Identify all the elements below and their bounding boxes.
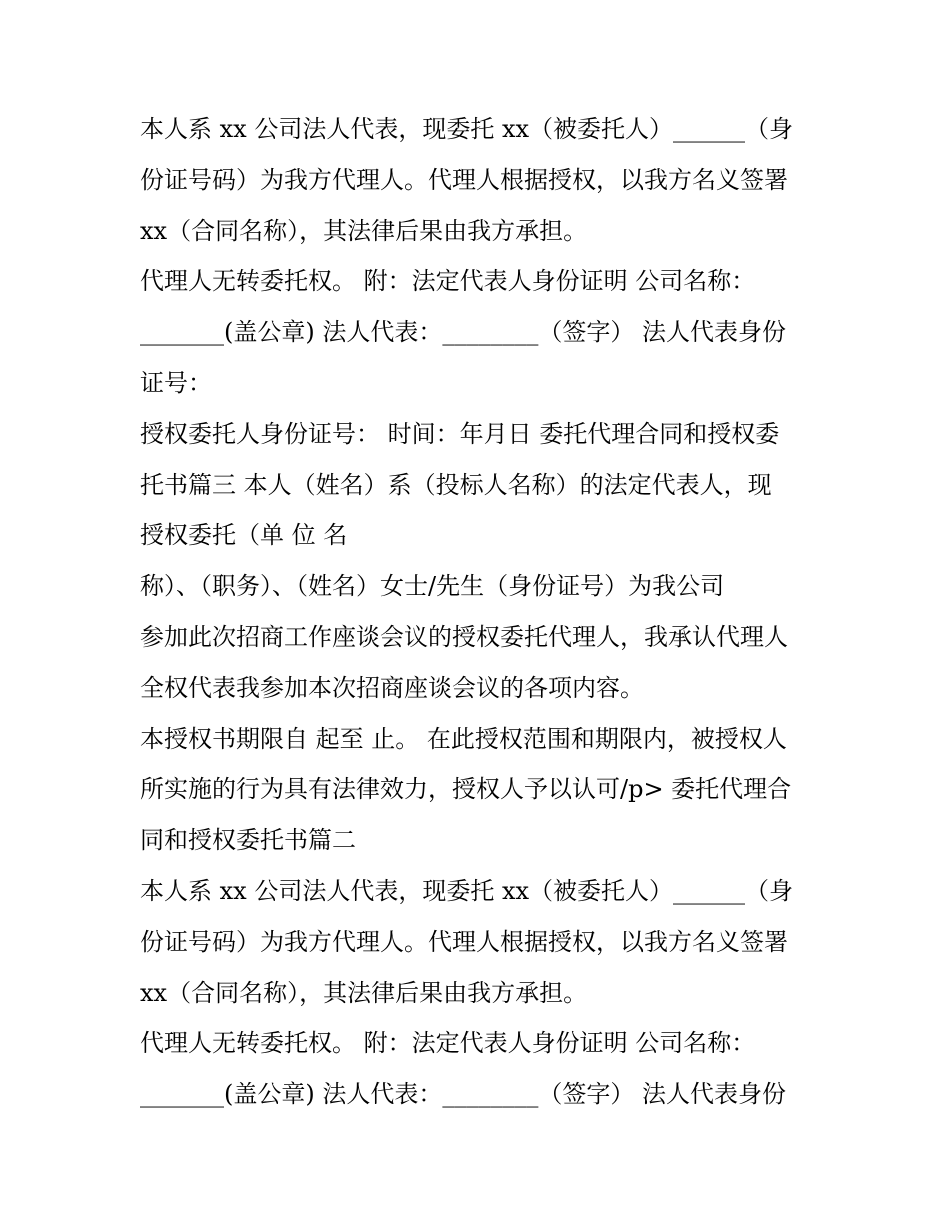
text-line: xx（合同名称），其法律后果由我方承担。 (140, 978, 588, 1007)
text-line: 同和授权委托书篇二 (140, 826, 356, 855)
text-line: 所实施的行为具有法律效力，授权人予以认可/p> 委托代理合 (140, 775, 792, 804)
text-line: _______(盖公章) 法人代表：________（签字） 法人代表身份 (140, 1080, 786, 1109)
text-line: 代理人无转委托权。 附：法定代表人身份证明 公司名称： (140, 1029, 756, 1058)
text-line: 份证号码）为我方代理人。代理人根据授权，以我方名义签署 (140, 927, 788, 956)
text-line: 托书篇三 本人（姓名）系（投标人名称）的法定代表人，现 (140, 470, 772, 499)
document-body (140, 104, 830, 1120)
text-line: 代理人无转委托权。 附：法定代表人身份证明 公司名称： (140, 267, 756, 296)
text-line: 本人系 xx 公司法人代表，现委托 xx（被委托人）______（身 (140, 876, 794, 905)
text-line: 授权委托人身份证号： 时间：年月日 委托代理合同和授权委 (140, 419, 780, 448)
text-line: 本授权书期限自 起至 止。 在此授权范围和期限内，被授权人 (140, 724, 787, 753)
text-line: 参加此次招商工作座谈会议的授权委托代理人，我承认代理人 (140, 622, 788, 651)
text-line: 授权委托（单 位 名 (140, 521, 348, 550)
text-line: xx（合同名称），其法律后果由我方承担。 (140, 216, 588, 245)
text-line: 证号： (140, 368, 212, 397)
text-line: 全权代表我参加本次招商座谈会议的各项内容。 (140, 673, 644, 702)
text-line: 称）、（职务）、（姓名）女士/先生（身份证号）为我公司 (140, 572, 725, 601)
text-line: 本人系 xx 公司法人代表，现委托 xx（被委托人）______（身 (140, 115, 794, 143)
text-line: 份证号码）为我方代理人。代理人根据授权，以我方名义签署 (140, 165, 788, 194)
text-line: _______(盖公章) 法人代表：________（签字） 法人代表身份 (140, 318, 786, 347)
